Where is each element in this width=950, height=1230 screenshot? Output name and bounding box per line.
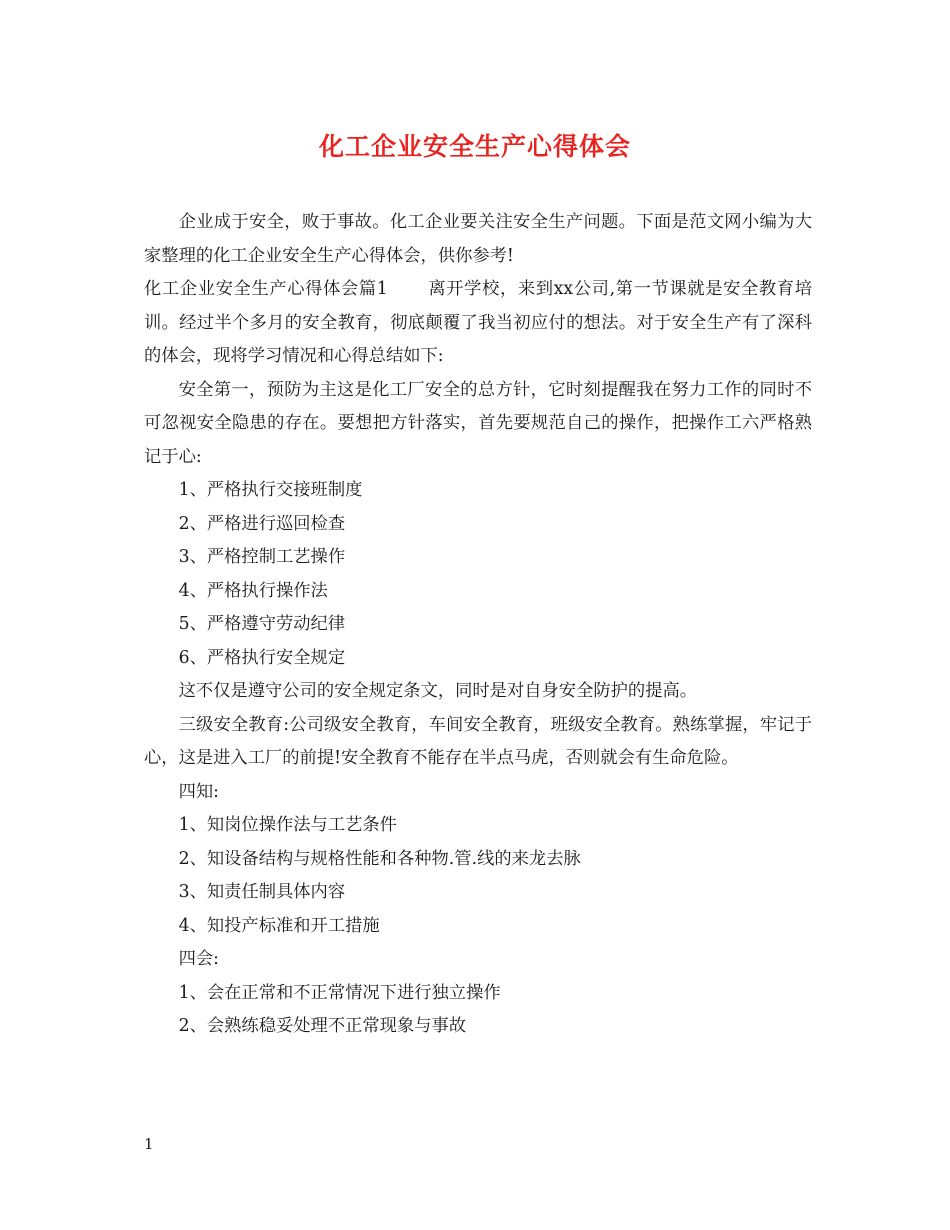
intro-paragraph: 企业成于安全，败于事故。化工企业要关注安全生产问题。下面是范文网小编为大家整理的化工企业安全生产心得体会，供你参考! [144, 212, 812, 266]
list-item: 1、会在正常和不正常情况下进行独立操作 [178, 982, 501, 1003]
list-item: 3、严格控制工艺操作 [178, 547, 346, 567]
section-opening: 离开学校，来到xx公司,第一节课就是安全教育培训。经过半个多月的安全教育，彻底颠覆了我当初应付的想法。对于安全生产有了深科的体会，现将学习情况和心得总结如下: [144, 279, 812, 366]
section-paragraph [144, 273, 812, 374]
list-item: 1、严格执行交接班制度 [178, 480, 363, 500]
list-item: 6、严格执行安全规定 [178, 647, 346, 668]
policy-paragraph: 安全第一，预防为主这是化工厂安全的总方针，它时刻提醒我在努力工作的同时不可忽视安全隐患的存在。要想把方针落实，首先要规范自己的操作，把操作工六严格熟记于心: [144, 379, 812, 467]
list-item: 1、知岗位操作法与工艺条件 [178, 815, 397, 835]
three-level-paragraph: 三级安全教育:公司级安全教育，车间安全教育，班级安全教育。熟练掌握，牢记于心，这是进入工厂的前提!安全教育不能存在半点马虎，否则就会有生命危险。 [144, 714, 812, 768]
four-know-heading: 四知: [178, 781, 219, 802]
list-item: 3、知责任制具体内容 [178, 882, 346, 902]
four-can-heading: 四会: [178, 949, 219, 969]
list-item: 2、严格进行巡回检查 [178, 513, 346, 534]
list-item: 4、严格执行操作法 [178, 580, 328, 601]
section-heading: 化工企业安全生产心得体会篇1 [144, 279, 388, 299]
document-title: 化工企业安全生产心得体会 [318, 132, 631, 161]
list-item: 2、会熟练稳妥处理不正常现象与事故 [178, 1016, 467, 1036]
list-item: 2、知设备结构与规格性能和各种物.管.线的来龙去脉 [178, 848, 581, 869]
list-item: 5、严格遵守劳动纪律 [178, 614, 346, 634]
list-item: 4、知投产标准和开工措施 [178, 915, 380, 936]
not-only-paragraph: 这不仅是遵守公司的安全规定条文，同时是对自身安全防护的提高。 [178, 681, 698, 701]
document-body [144, 206, 812, 1044]
page-number: 1 [144, 1135, 154, 1153]
